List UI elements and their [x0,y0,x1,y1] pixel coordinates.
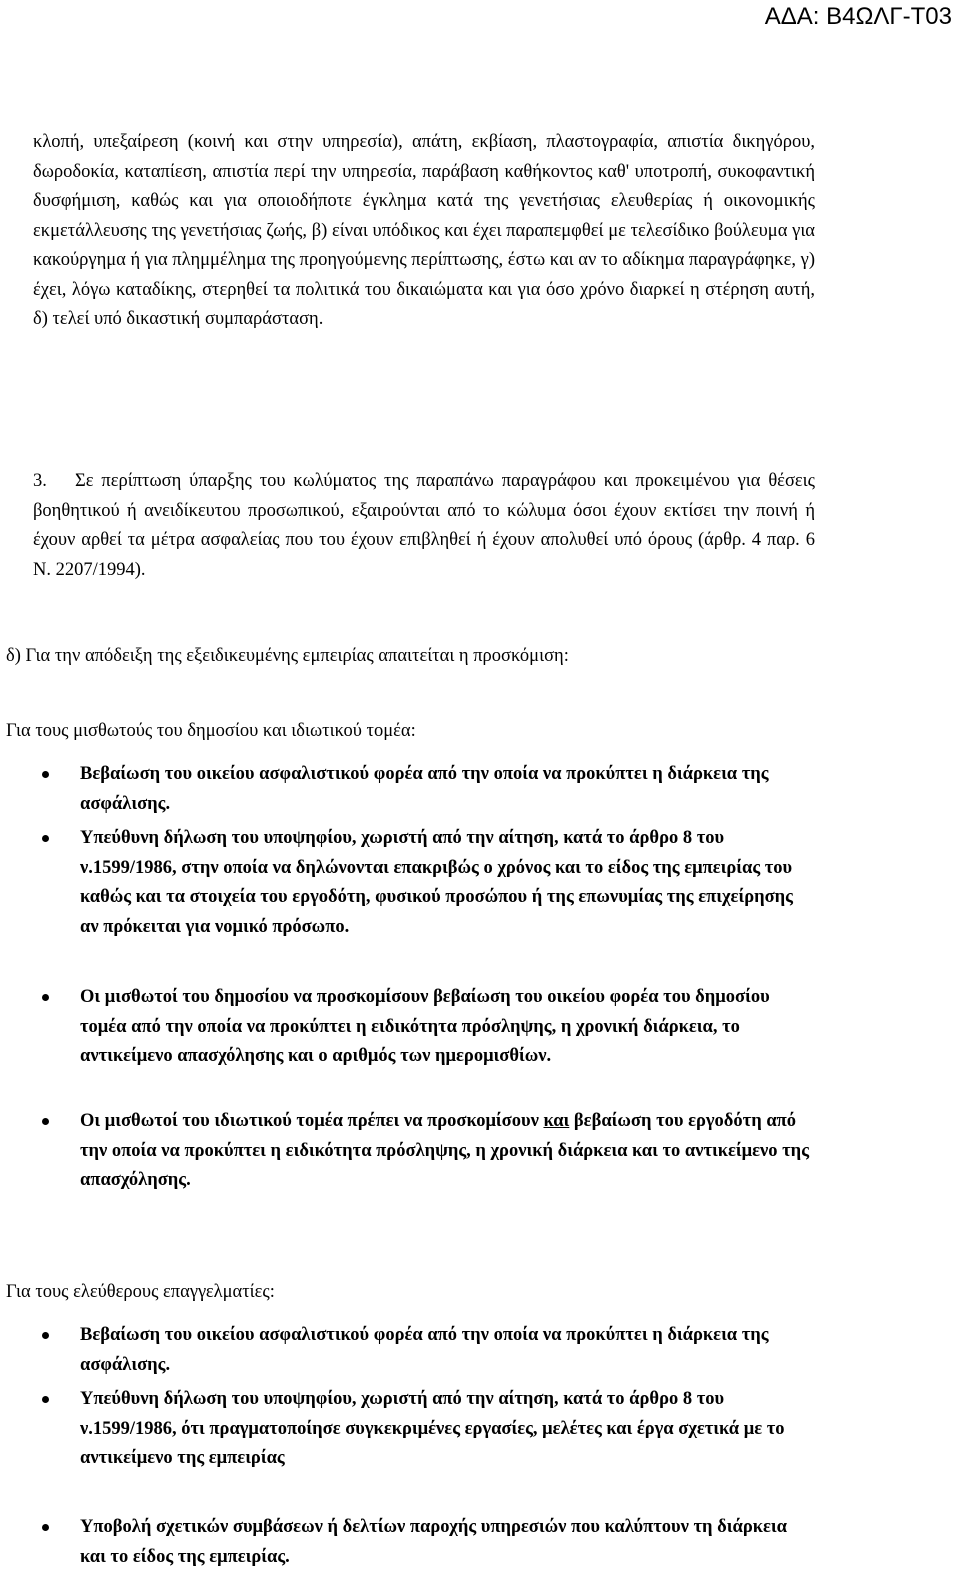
list-item: Υπεύθυνη δήλωση του υποψηφίου, χωριστή από την αίτηση, κατά το άρθρο 8 του ν.1599/1986, ότι πραγματοποίησε συγκεκριμένες εργασίες, μελέτες και έργα σχετικά με το αντικείμενο της εμπειρίας [80,1385,810,1474]
paragraph-3 [33,467,815,585]
list-item-text: βεβαίωση του εργοδότη από την οποία να προκύπτει η ειδικότητα πρόσληψης, η χρονική διάρκεια και το αντικείμενο της απασχόλησης. [80,1111,809,1190]
paragraph-3-text: Σε περίπτωση ύπαρξης του κωλύματος της παραπάνω παραγράφου και προκειμένου για θέσεις βοηθητικού ή ανειδίκευτου προσωπικού, εξαιρούνται από το κώλυμα όσοι έχουν εκτίσει την ποινή ή έχουν αρθεί τα μέτρα ασφαλείας που του έχουν επιβληθεί ή έχουν απολυθεί υπό όρους (άρθρ. 4 παρ. 6 Ν. 2207/1994). [33,471,815,580]
list-item: Υπεύθυνη δήλωση του υποψηφίου, χωριστή από την αίτηση, κατά το άρθρο 8 του ν.1599/1986, στην οποία να δηλώνονται επακριβώς ο χρόνος και το είδος της εμπειρίας του καθώς και τα στοιχεία του εργοδότη, φυσικού προσώπου ή της επωνυμίας της επιχείρησης αν πρόκειται για νομικό πρόσωπο. [80,824,810,942]
list-item-text: Οι μισθωτοί του ιδιωτικού τομέα πρέπει να προσκομίσουν [80,1111,544,1131]
employees-heading: Για τους μισθωτούς του δημοσίου και ιδιωτικού τομέα: [6,721,416,741]
list-item: Υποβολή σχετικών συμβάσεων ή δελτίων παροχής υπηρεσιών που καλύπτουν τη διάρκεια και το είδος της εμπειρίας. [80,1513,810,1572]
list-item: Βεβαίωση του οικείου ασφαλιστικού φορέα από την οποία να προκύπτει η διάρκεια της ασφάλισης. [80,1321,810,1380]
ada-header: ΑΔΑ: Β4ΩΛΓ-Τ03 [764,3,952,30]
paragraph-d: δ) Για την απόδειξη της εξειδικευμένης εμπειρίας απαιτείται η προσκόμιση: [6,646,569,666]
list-item: Οι μισθωτοί του δημοσίου να προσκομίσουν βεβαίωση του οικείου φορέα του δημοσίου τομέα από την οποία να προκύπτει η ειδικότητα πρόσληψης, η χρονική διάρκεια, το αντικείμενο απασχόλησης και ο αριθμός των ημερομισθίων. [80,983,810,1072]
list-item: Βεβαίωση του οικείου ασφαλιστικού φορέα από την οποία να προκύπτει η διάρκεια της ασφάλισης. [80,760,810,819]
underlined-word: και [543,1111,570,1131]
list-item [80,1107,810,1196]
paragraph-continuation: κλοπή, υπεξαίρεση (κοινή και στην υπηρεσία), απάτη, εκβίαση, πλαστογραφία, απιστία δικηγόρου, δωροδοκία, καταπίεση, απιστία περί την υπηρεσία, παράβαση καθήκοντος καθ' υποτροπή, συκοφαντική δυσφήμιση, καθώς και για οποιοδήποτε έγκλημα κατά της γενετήσιας ελευθερίας ή οικονομικής εκμετάλλευσης της γενετήσιας ζωής, β) είναι υπόδικος και έχει παραπεμφθεί με τελεσίδικο βούλευμα για κακούργημα ή για πλημμέλημα της προηγούμενης περίπτωσης, έστω και αν το αδίκημα παραγράφηκε, γ) έχει, λόγω καταδίκης, στερηθεί τα πολιτικά του δικαιώματα και για όσο χρόνο διαρκεί η στέρηση αυτή, δ) τελεί υπό δικαστική συμπαράσταση. [33,132,815,329]
freelancers-heading: Για τους ελεύθερους επαγγελματίες: [6,1282,275,1302]
paragraph-3-number: 3. [33,471,47,491]
